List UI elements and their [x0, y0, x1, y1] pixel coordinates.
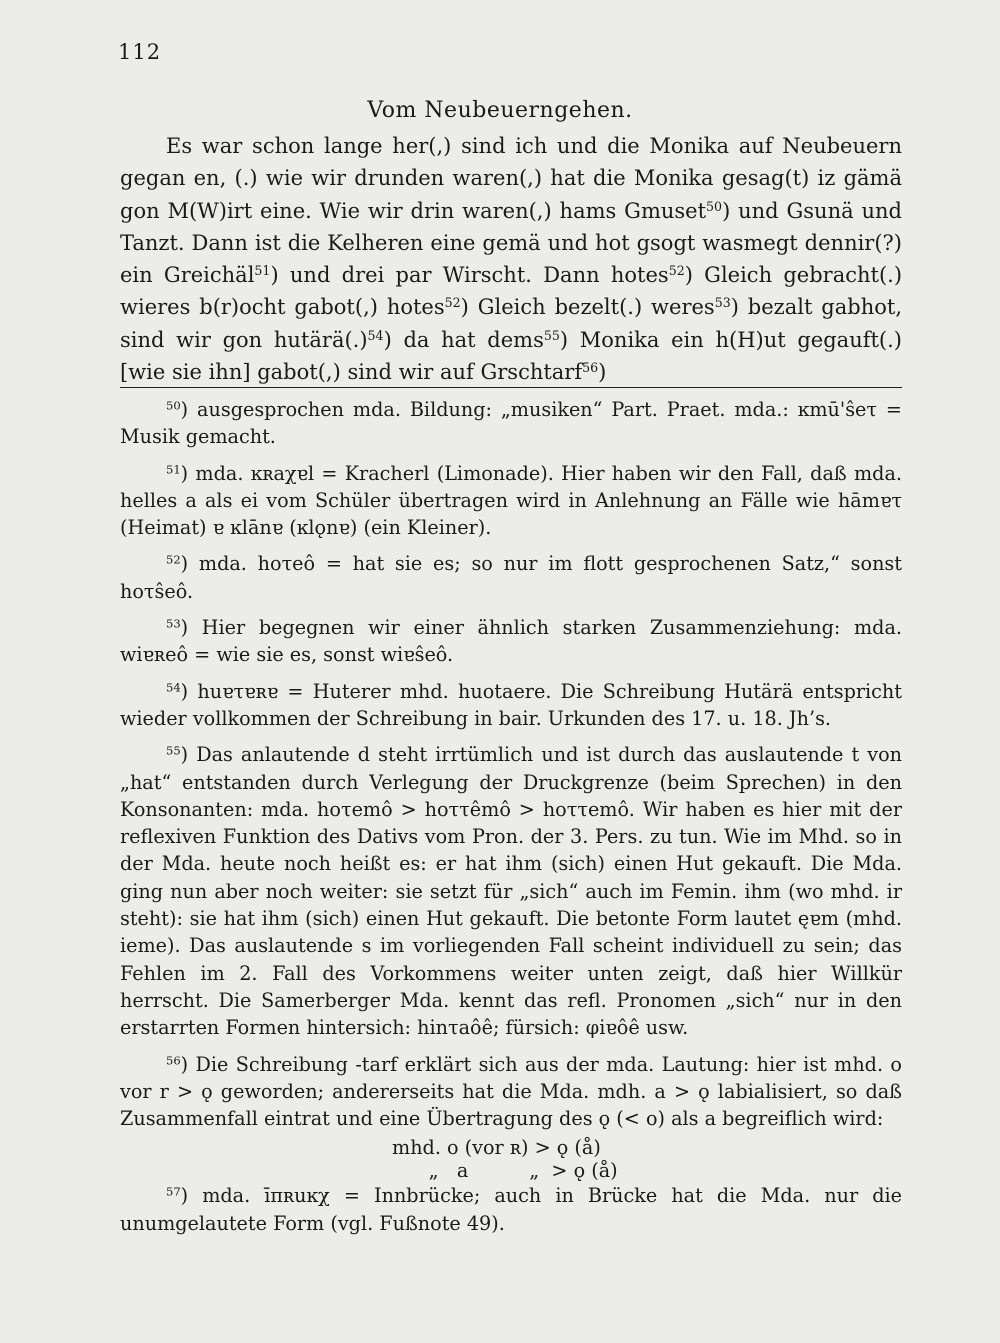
- footnote-53: $^{53}$) Hier begegnen wir einer ähnlich starken Zusammenziehung: mda. wiɐʀeô = wie sie es, sonst wiɐŝeô.: [120, 616, 902, 667]
- main-text: [120, 130, 902, 388]
- footnotes: [120, 396, 902, 1237]
- formula-line-2: „ a „ > ǫ (å): [392, 1159, 618, 1183]
- sound-change-formula: [120, 1136, 902, 1182]
- footnote-54: $^{54}$) huɐτɐʀɐ = Huterer mhd. huotaere. Die Schreibung Hutärä entspricht wieder vollkommen der Schreibung in bair. Urkunden des 17. u. 18. Jh’s.: [120, 679, 902, 730]
- section-title: Vom Neubeuerngehen.: [367, 98, 633, 123]
- page-number: 112: [118, 40, 162, 64]
- body-paragraph: Es war schon lange her(,) sind ich und die Monika auf Neubeuern gegan en, (.) wie wir drunden waren(,) hat die Monika gesag(t) iz gämä gon M(W)irt eine. Wie wir drin waren(,) hams Gmuset$^{50}$) und Gsunä und Tanzt. Dann ist die Kelheren eine gemä und hot gsogt wasmegt dennir(?) ein Greichäl$^{51}$) und drei par Wirscht. Dann hotes$^{52}$) Gleich gebracht(.) wieres b(r)ocht gabot(,) hotes$^{52}$) Gleich bezelt(.) weres$^{53}$) bezalt gabhot, sind wir gon hutärä(.)$^{54}$) da hat dems$^{55}$) Monika ein h(H)ut gegauft(.) [wie sie ihn] gabot(,) sind wir auf Grschtarf$^{56}$): [120, 134, 903, 385]
- footnote-52: $^{52}$) mda. hoτeô = hat sie es; so nur im flott gesprochenen Satz,“ sonst hoτŝeô.: [120, 552, 902, 603]
- footnote-50: $^{50}$) ausgesprochen mda. Bildung: „musiken“ Part. Praet. mda.: ĸmū'ŝeτ = Musik gemacht.: [120, 398, 902, 449]
- footnote-57: $^{57}$) mda. īπʀuĸχ = Innbrücke; auch in Brücke hat die Mda. nur die unumgelautete Form (vgl. Fußnote 49).: [120, 1184, 902, 1235]
- footnote-51: $^{51}$) mda. ĸʀaχɐl = Kracherl (Limonade). Hier haben wir den Fall, daß mda. helles a als ei vom Schüler übertragen wird in Anlehnung an Fälle wie hāmɐτ (Heimat) ɐ ĸlānɐ (ĸlǫnɐ) (ein Kleiner).: [120, 461, 902, 540]
- footnote-55: $^{55}$) Das anlautende d steht irrtümlich und ist durch das auslautende t von „hat“ entstanden durch Verlegung der Druckgrenze (beim Sprechen) in den Konsonanten: mda. hoτemô > hoττêmô > hoττemô. Wir haben es hier mit der reflexiven Funktion des Dativs vom Pron. der 3. Pers. zu tun. Wie im Mhd. so in der Mda. heute noch heißt es: er hat ihm (sich) einen Hut gekauft. Die Mda. ging nun aber noch weiter: sie setzt für „sich“ auch im Femin. ihm (wo mhd. ir steht): sie hat ihm (sich) einen Hut gekauft. Die betonte Form lautet ęɐm (mhd. ieme). Das auslautende s im vorliegenden Fall scheint individuell zu sein; das Fehlen im 2. Fall des Vorkommens weiter unten zeigt, daß hier Willkür herrscht. Die Samerberger Mda. kennt das refl. Pronomen „sich“ nur in den erstarrten Formen hintersich: hinτaôê; fürsich: φiɐôê usw.: [120, 743, 902, 1040]
- footnote-56: $^{56}$) Die Schreibung -tarf erklärt sich aus der mda. Lautung: hier ist mhd. o vor r > ǫ geworden; andererseits hat die Mda. mdh. a > ǫ labialisiert, so daß Zusammenfall eintrat und eine Übertragung des ǫ (< o) als a begreiflich wird:: [120, 1052, 902, 1131]
- formula-line-1: mhd. o (vor ʀ) > ǫ (å): [392, 1136, 601, 1160]
- footnote-divider: [120, 387, 902, 388]
